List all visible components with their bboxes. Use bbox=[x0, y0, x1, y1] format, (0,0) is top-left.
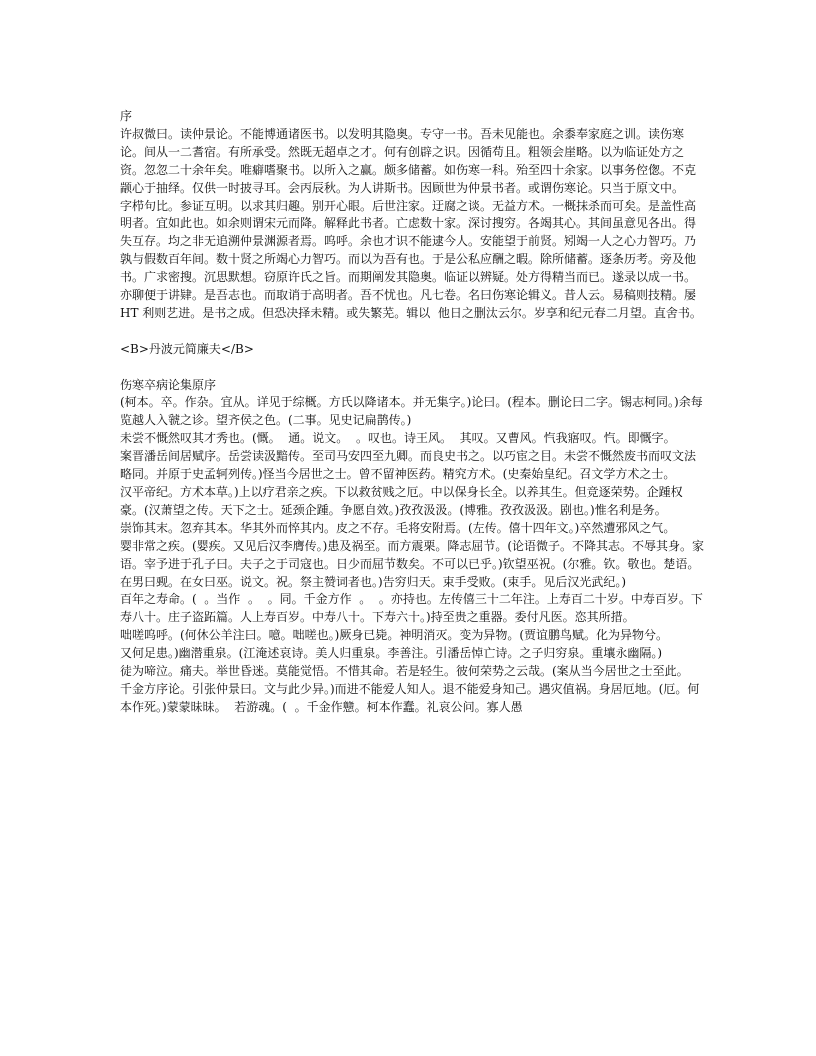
paragraph: 伤寒卒病论集原序 bbox=[120, 377, 217, 392]
blank-line bbox=[120, 359, 705, 377]
paragraph: 崇饰其末。忽弃其本。华其外而悴其内。皮之不存。毛将安附焉。(左传。僖十四年文。)卒然遭邪风之气。 bbox=[120, 520, 676, 535]
paragraph: 亦聊便于讲肄。是吾志也。而取诮于高明者。吾不忧也。凡七卷。名曰伤寒论辑义。昔人云。易稿则技精。屡 HT 利则艺进。是书之成。但恐决择未精。或失繁芜。辑以 他日之删汰云尔。岁享和纪元春二月望。直舍书。 bbox=[120, 288, 702, 320]
paragraph: 案晋潘岳间居赋序。岳尝读汲黯传。至司马安四至九卿。而良史书之。以巧宦之目。未尝不慨然废书而叹文法略同。并原于史孟轲列传。)怪当今居世之士。曾不留神医药。精究方术。(史秦始皇纪。召文学方术之士。 bbox=[120, 449, 697, 482]
blank-line bbox=[120, 323, 705, 341]
paragraph: 婴非常之疾。(婴疾。又见后汉李膺传。)患及祸至。而方震栗。降志屈节。(论语微子。不降其志。不辱其身。家语。宰予进于孔子曰。夫子之于司寇也。日少而屈节数矣。不可以已乎。)钦望巫祝。(尔雅。钦。敬也。楚语。在男曰觋。在女曰巫。说文。祝。祭主赞词者也。)告穷归天。束手受败。(束手。见后汉光武纪。) bbox=[120, 538, 705, 589]
paragraph: <B>丹波元简廉夫</B> bbox=[120, 341, 254, 356]
paragraph: 又何足患。)幽潜重泉。(江淹述哀诗。美人归重泉。李善注。引潘岳悼亡诗。之子归穷泉。重壤永幽隔。) bbox=[120, 646, 663, 661]
paragraph: 字栉句比。参证互明。以求其归趣。别开心眼。后世注家。迂腐之谈。无益方术。一概抹杀而可矣。是盖性高明者。宜如此也。如余则谓宋元而降。解释此书者。亡虑数十家。深讨搜穷。各竭其心。其间虽意见各出。得失互存。均之非无追溯仲景渊源者焉。呜呼。余也才识不能逮今人。安能望于前贤。矧竭一人之心力智巧。乃孰与假数百年间。数十贤之所竭心力智巧。而以为吾有也。于是公私应酬之暇。除所储蓄。逐条历考。旁及他书。广求密搜。沉思默想。窃原许氏之旨。而期阐发其隐奥。临证以辨疑。处方得精当而已。遂录以成一书。 bbox=[120, 198, 697, 285]
paragraph: 徒为啼泣。痛夫。举世昏迷。莫能觉悟。不惜其命。若是轻生。彼何荣势之云哉。(案从当今居世之士至此。 bbox=[120, 664, 689, 679]
paragraph: 许叔微曰。读仲景论。不能博通诸医书。以发明其隐奥。专守一书。吾未见能也。余黍奉家庭之训。读伤寒论。间从一二耆宿。有所承受。然既无超卓之才。何有创辟之识。因循苟且。粗领会崖略。以为临证处方之资。忽忽二十余年矣。唯癖嗜聚书。以所入之赢。颇多储蓄。如伤寒一科。殆至四十余家。以事务倥偬。不克颛心于抽绎。仅供一时披寻耳。会丙辰秋。为人讲斯书。因顾世为仲景书者。或谓伤寒论。只当于原文中。 bbox=[120, 126, 697, 195]
paragraph: 汉平帝纪。方术本草。)上以疗君亲之疾。下以救贫贱之厄。中以保身长全。以养其生。但竞逐荣势。企踵权豪。(汉萧望之传。天下之士。延颈企踵。争愿自效。)孜孜汲汲。(博雅。孜孜汲汲。剧也。)惟名利是务。 bbox=[120, 485, 683, 517]
section-heading: 序 bbox=[120, 109, 133, 123]
document-page bbox=[120, 108, 705, 717]
paragraph: 未尝不慨然叹其才秀也。(慨。 通。说文。 。叹也。诗王风。 其叹。又曹风。忾我寤叹。忾。即慨字。 bbox=[120, 431, 676, 446]
paragraph: 咄嗟呜呼。(何休公羊注曰。噫。咄嗟也。)厥身已毙。神明消灭。变为异物。(贾谊鹏鸟赋。化为异物兮。 bbox=[120, 628, 669, 643]
paragraph: 百年之寿命。( 。当作 。 。同。千金方作 。 。亦持也。左传僖三十二年注。上寿百二十岁。中寿百岁。下寿八十。庄子盗跖篇。人上寿百岁。中寿八十。下寿六十。)持至贵之重器。委付凡医。恣其所措。 bbox=[120, 592, 703, 625]
paragraph: 千金方序论。引张仲景曰。文与此少异。)而进不能爱人知人。退不能爱身知己。遇灾值祸。身居厄地。(厄。何本作死。)蒙蒙昧昧。 若游魂。( 。千金作戆。柯本作蠢。礼哀公问。寡人愚 bbox=[120, 681, 700, 714]
paragraph: (柯本。卒。作杂。宜从。详见于综概。方氏以降诸本。并无集字。)论曰。(程本。删论曰二字。锡志柯同。)余每览越人入虢之诊。望齐侯之色。(二事。见史记扁鹊传。) bbox=[120, 395, 703, 428]
